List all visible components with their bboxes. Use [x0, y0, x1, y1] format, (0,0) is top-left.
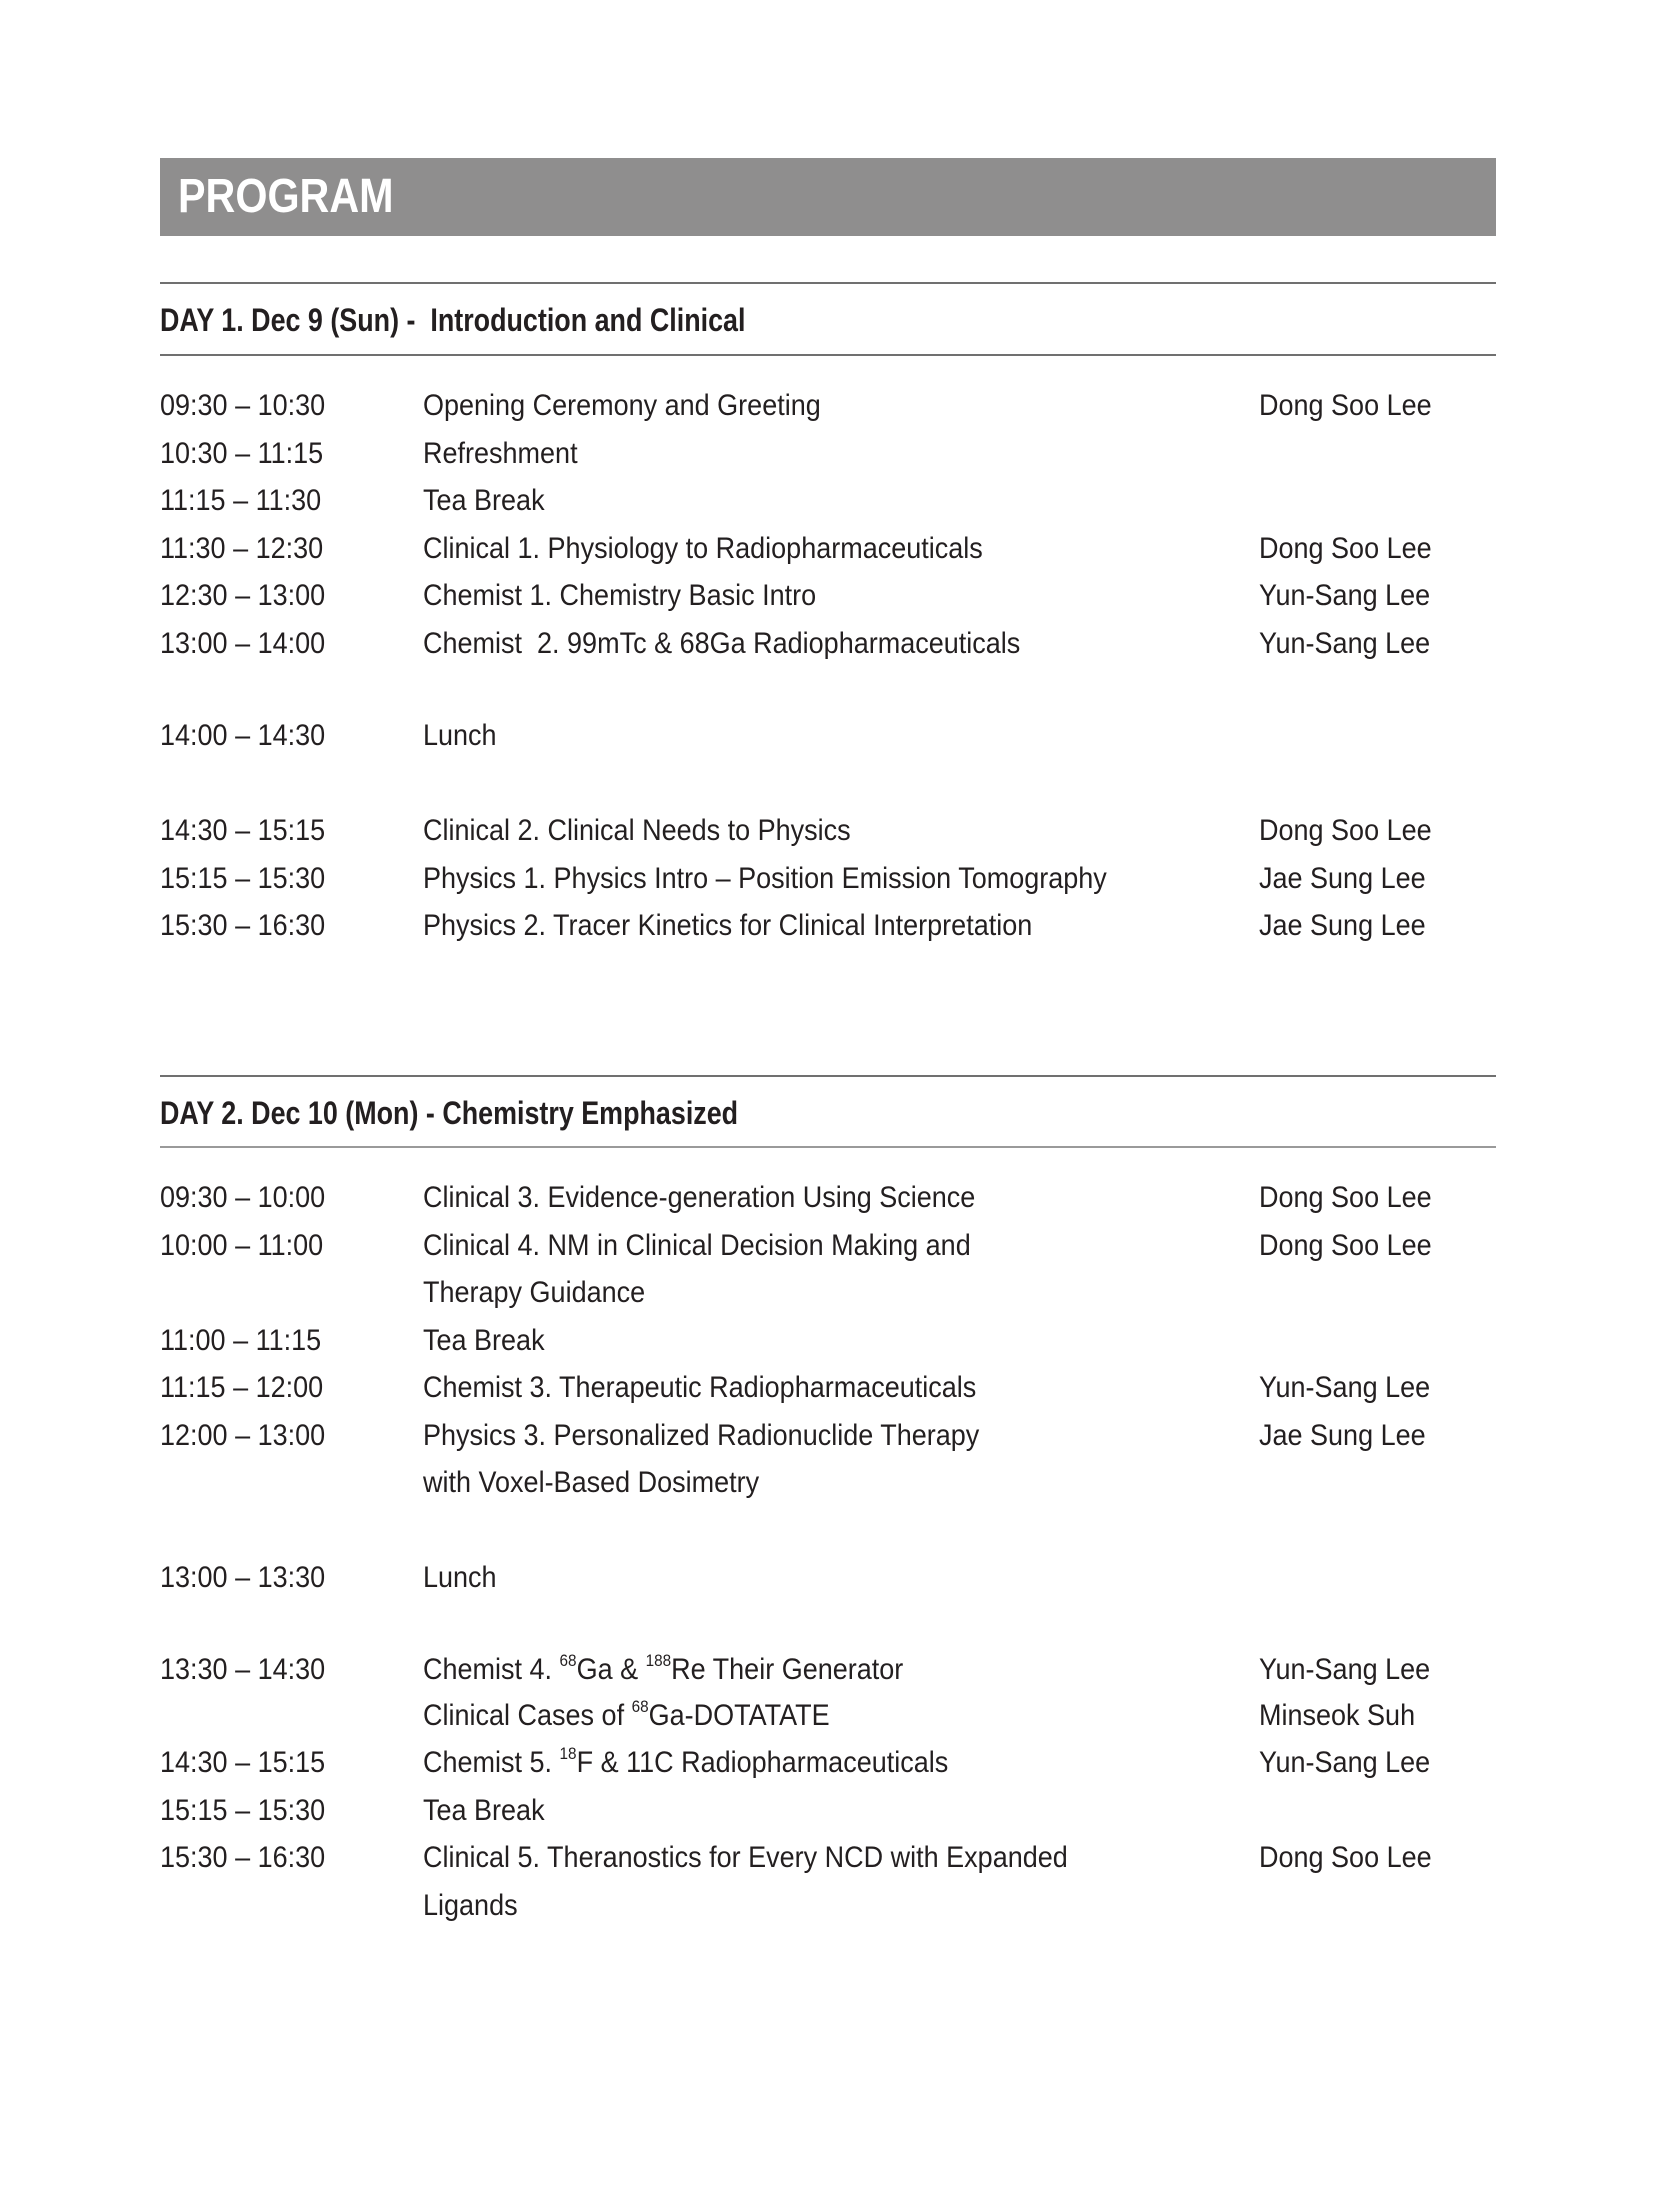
time-slot: 15:15 – 15:30: [160, 1794, 326, 1827]
session-title-continued: with Voxel-Based Dosimetry: [423, 1466, 760, 1499]
session-title: Physics 2. Tracer Kinetics for Clinical Interpretation: [423, 909, 1033, 942]
time-slot: 09:30 – 10:30: [160, 389, 326, 422]
session-title: Clinical 4. NM in Clinical Decision Making and: [423, 1229, 971, 1262]
time-slot: 11:30 – 12:30: [160, 532, 324, 565]
session-title: Physics 3. Personalized Radionuclide Therapy: [423, 1419, 980, 1452]
time-slot: 12:30 – 13:00: [160, 579, 326, 612]
time-slot: 12:00 – 13:00: [160, 1419, 326, 1452]
speaker-name: Dong Soo Lee: [1259, 532, 1432, 565]
time-slot: 14:30 – 15:15: [160, 814, 326, 847]
session-title: Refreshment: [423, 437, 578, 470]
program-banner: [160, 158, 1496, 236]
session-title: Tea Break: [423, 1324, 545, 1357]
day-1-heading: DAY 1. Dec 9 (Sun) - Introduction and Clinical: [160, 302, 746, 338]
time-slot: 15:30 – 16:30: [160, 909, 326, 942]
session-title: Clinical 1. Physiology to Radiopharmaceuticals: [423, 532, 983, 565]
session-title: Chemist 1. Chemistry Basic Intro: [423, 579, 817, 612]
session-title: Opening Ceremony and Greeting: [423, 389, 821, 422]
speaker-name-secondary: Minseok Suh: [1259, 1699, 1416, 1732]
session-title: Chemist 4. $^{68}$Ga & $^{188}$Re Their Generator: [423, 1651, 904, 1686]
speaker-name: Jae Sung Lee: [1259, 862, 1426, 895]
time-slot: 15:15 – 15:30: [160, 862, 326, 895]
time-slot: 13:00 – 13:30: [160, 1561, 326, 1594]
speaker-name: Jae Sung Lee: [1259, 909, 1426, 942]
day-2-heading: DAY 2. Dec 10 (Mon) - Chemistry Emphasized: [160, 1095, 739, 1131]
time-slot: 15:30 – 16:30: [160, 1841, 326, 1874]
time-slot: 13:30 – 14:30: [160, 1653, 326, 1686]
divider: [160, 354, 1496, 356]
session-title: Tea Break: [423, 484, 545, 517]
speaker-name: Yun-Sang Lee: [1259, 579, 1431, 612]
time-slot: 13:00 – 14:00: [160, 627, 326, 660]
speaker-name: Dong Soo Lee: [1259, 389, 1432, 422]
divider: [160, 282, 1496, 284]
page-title: PROGRAM: [178, 170, 394, 223]
speaker-name: Dong Soo Lee: [1259, 1229, 1432, 1262]
session-title: Chemist 2. 99mTc & 68Ga Radiopharmaceuticals: [423, 627, 1021, 660]
session-title-continued: Ligands: [423, 1889, 518, 1922]
speaker-name: Yun-Sang Lee: [1259, 1746, 1431, 1779]
session-title-continued: Therapy Guidance: [423, 1276, 646, 1309]
session-title: Chemist 5. $^{18}$F & 11C Radiopharmaceuticals: [423, 1744, 949, 1779]
session-title: Clinical 3. Evidence-generation Using Science: [423, 1181, 976, 1214]
time-slot: 14:00 – 14:30: [160, 719, 326, 752]
time-slot: 14:30 – 15:15: [160, 1746, 326, 1779]
time-slot: 11:00 – 11:15: [160, 1324, 322, 1357]
speaker-name: Jae Sung Lee: [1259, 1419, 1426, 1452]
speaker-name: Yun-Sang Lee: [1259, 1371, 1431, 1404]
session-title: Lunch: [423, 719, 497, 752]
time-slot: 10:00 – 11:00: [160, 1229, 324, 1262]
session-title: Clinical 5. Theranostics for Every NCD with Expanded: [423, 1841, 1068, 1874]
speaker-name: Dong Soo Lee: [1259, 814, 1432, 847]
speaker-name: Dong Soo Lee: [1259, 1181, 1432, 1214]
time-slot: 10:30 – 11:15: [160, 437, 324, 470]
speaker-name: Yun-Sang Lee: [1259, 627, 1431, 660]
session-title: Lunch: [423, 1561, 497, 1594]
speaker-name: Dong Soo Lee: [1259, 1841, 1432, 1874]
divider: [160, 1075, 1496, 1077]
session-title: Chemist 3. Therapeutic Radiopharmaceuticals: [423, 1371, 977, 1404]
time-slot: 11:15 – 11:30: [160, 484, 322, 517]
divider: [160, 1146, 1496, 1148]
session-title: Physics 1. Physics Intro – Position Emission Tomography: [423, 862, 1107, 895]
time-slot: 09:30 – 10:00: [160, 1181, 326, 1214]
session-title-continued: Clinical Cases of $^{68}$Ga-DOTATATE: [423, 1697, 830, 1732]
time-slot: 11:15 – 12:00: [160, 1371, 324, 1404]
session-title: Tea Break: [423, 1794, 545, 1827]
session-title: Clinical 2. Clinical Needs to Physics: [423, 814, 851, 847]
speaker-name: Yun-Sang Lee: [1259, 1653, 1431, 1686]
